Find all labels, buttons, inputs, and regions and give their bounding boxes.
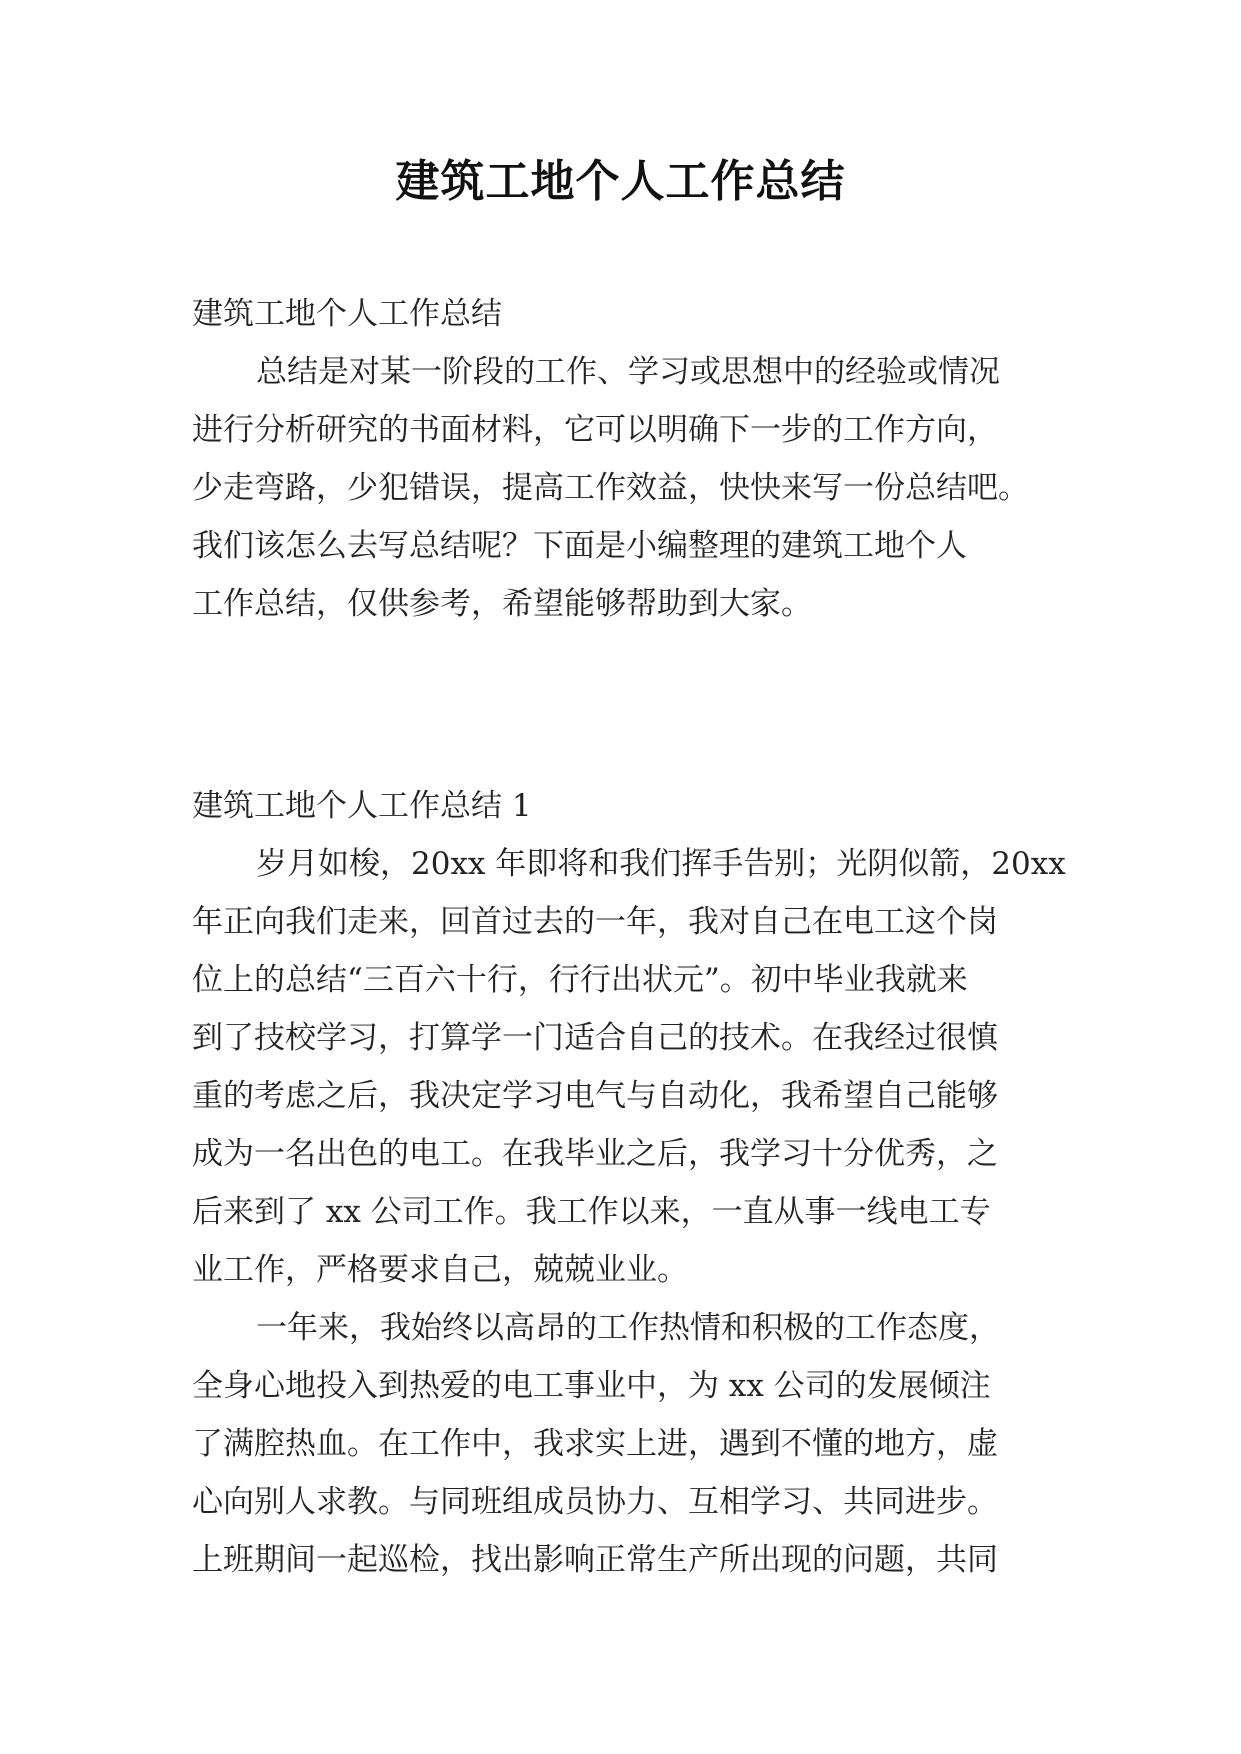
paragraph-line: 一年来，我始终以高昂的工作热情和积极的工作态度， (256, 1310, 1000, 1346)
paragraph-line: 上班期间一起巡检，找出影响正常生产所出现的问题，共同 (192, 1542, 998, 1578)
intro-paragraph (192, 343, 1054, 633)
paragraph-line: 年正向我们走来，回首过去的一年，我对自己在电工这个岗 (192, 904, 998, 940)
paragraph-line: 总结是对某一阶段的工作、学习或思想中的经验或情况 (256, 354, 1000, 390)
paragraph-line: 少走弯路，少犯错误，提高工作效益，快快来写一份总结吧。 (192, 470, 1029, 506)
paragraph-line: 我们该怎么去写总结呢？下面是小编整理的建筑工地个人 (192, 528, 967, 564)
section-paragraph (192, 835, 1066, 1299)
paragraph-line: 业工作，严格要求自己，兢兢业业。 (192, 1252, 688, 1288)
paragraph-line: 成为一名出色的电工。在我毕业之后，我学习十分优秀，之 (192, 1136, 998, 1172)
paragraph-line: 重的考虑之后，我决定学习电气与自动化，我希望自己能够 (192, 1078, 998, 1114)
document-body (192, 285, 1066, 1589)
paragraph-line: 工作总结，仅供参考，希望能够帮助到大家。 (192, 586, 812, 622)
paragraph-line: 进行分析研究的书面材料，它可以明确下一步的工作方向， (192, 412, 998, 448)
document-title: 建筑工地个人工作总结 (395, 156, 846, 207)
paragraph-line: 全身心地投入到热爱的电工事业中，为 xx 公司的发展倾注 (192, 1368, 991, 1404)
intro-heading: 建筑工地个人工作总结 (192, 296, 502, 332)
section-heading: 建筑工地个人工作总结 1 (192, 788, 532, 824)
paragraph-line: 位上的总结“三百六十行，行行出状元”。初中毕业我就来 (192, 962, 968, 998)
paragraph-line: 到了技校学习，打算学一门适合自己的技术。在我经过很慎 (192, 1020, 998, 1056)
paragraph-line: 心向别人求教。与同班组成员协力、互相学习、共同进步。 (192, 1484, 998, 1520)
paragraph-line: 了满腔热血。在工作中，我求实上进，遇到不懂的地方，虚 (192, 1426, 998, 1462)
section-spacer (192, 633, 1054, 777)
paragraph-line: 后来到了 xx 公司工作。我工作以来，一直从事一线电工专 (192, 1194, 991, 1230)
section-paragraph (192, 1299, 1054, 1589)
paragraph-line: 岁月如梭，20xx 年即将和我们挥手告别；光阴似箭，20xx (256, 846, 1066, 882)
